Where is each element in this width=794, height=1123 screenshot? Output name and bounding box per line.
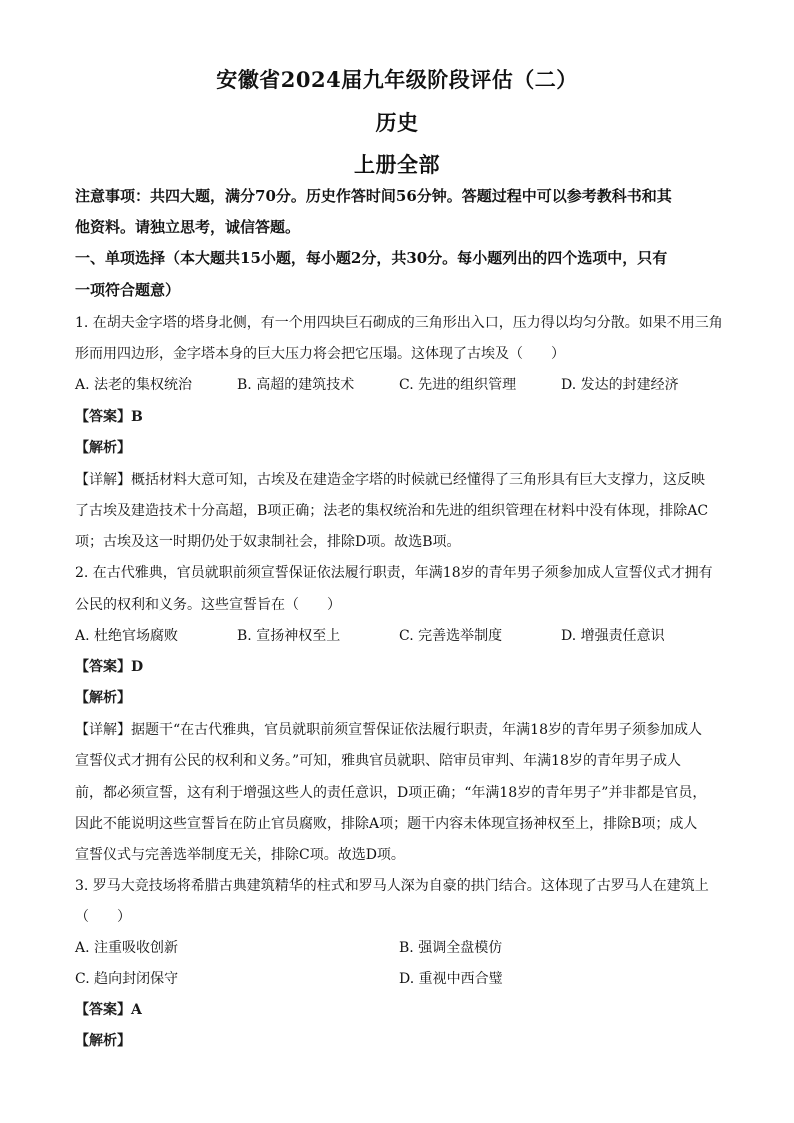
q1-detail-line-2: 了古埃及建造技术十分高超，B项正确；法老的集权统治和先进的组织管理在材料中没有体现，排除AC (75, 503, 709, 519)
q2-option-b: B. 宣扬神权至上 (237, 628, 341, 644)
q3-option-d: D. 重视中西合璧 (399, 971, 503, 987)
q2-detail-line-4: 因此不能说明这些宣誓旨在防止官员腐败，排除A项；题干内容未体现宣扬神权至上，排除B项；成人 (75, 816, 698, 832)
q2-stem-line-2: 公民的权利和义务。这些宣誓旨在（ ） (75, 597, 341, 613)
q1-analysis-label: 【解析】 (75, 440, 131, 456)
q3-stem-line-2: （ ） (75, 909, 131, 925)
q1-detail-line-1: 【详解】概括材料大意可知，古埃及在建造金字塔的时候就已经懂得了三角形具有巨大支撑力，这反映 (75, 472, 705, 488)
section-heading-line-2: 一项符合题意） (75, 281, 181, 299)
q3-answer: 【答案】A (75, 1002, 142, 1018)
q3-stem-line-1: 3. 罗马大竞技场将希腊古典建筑精华的柱式和罗马人深为自豪的拱门结合。这体现了古罗马人在建筑上 (75, 878, 709, 894)
q2-analysis-label: 【解析】 (75, 690, 131, 706)
notice-line-1: 注意事项：共四大题，满分70分。历史作答时间56分钟。答题过程中可以参考教科书和其 (75, 187, 672, 205)
q3-option-b: B. 强调全盘模仿 (399, 940, 503, 956)
q1-stem-line-1: 1. 在胡夫金字塔的塔身北侧，有一个用四块巨石砌成的三角形出入口，压力得以均匀分散。如果不用三角 (75, 315, 723, 331)
scope-title: 上册全部 (354, 152, 440, 177)
q1-option-b: B. 高超的建筑技术 (237, 377, 355, 393)
q1-detail-line-3: 项；古埃及这一时期仍处于奴隶制社会，排除D项。故选B项。 (75, 534, 461, 550)
q3-option-a: A. 注重吸收创新 (75, 940, 179, 956)
q1-option-d: D. 发达的封建经济 (561, 377, 679, 393)
q1-option-c: C. 先进的组织管理 (399, 377, 517, 393)
q3-option-c: C. 趋向封闭保守 (75, 971, 179, 987)
q2-detail-line-2: 宣誓仪式才拥有公民的权利和义务。”可知，雅典官员就职、陪审员审判、年满18岁的青年男子成人 (75, 753, 681, 769)
section-heading-line-1: 一、单项选择（本大题共15小题，每小题2分，共30分。每小题列出的四个选项中，只有 (75, 249, 668, 267)
subject-title: 历史 (375, 110, 419, 135)
q2-detail-line-5: 宣誓仪式与完善选举制度无关，排除C项。故选D项。 (75, 847, 405, 863)
q2-answer: 【答案】D (75, 659, 144, 675)
q2-stem-line-1: 2. 在古代雅典，官员就职前须宣誓保证依法履行职责，年满18岁的青年男子须参加成人宣誓仪式才拥有 (75, 565, 713, 581)
q1-option-a: A. 法老的集权统治 (75, 377, 193, 393)
q3-analysis-label: 【解析】 (75, 1033, 131, 1049)
q1-answer: 【答案】B (75, 409, 143, 425)
q2-detail-line-1: 【详解】据题干“在古代雅典，官员就职前须宣誓保证依法履行职责，年满18岁的青年男子须参加成人 (75, 722, 702, 738)
q2-detail-line-3: 前，都必须宣誓，这有利于增强这些人的责任意识，D项正确；“年满18岁的青年男子”并非都是官员， (75, 785, 707, 801)
notice-line-2: 他资料。请独立思考，诚信答题。 (75, 218, 301, 236)
q2-option-c: C. 完善选举制度 (399, 628, 503, 644)
q1-stem-line-2: 形而用四边形，金字塔本身的巨大压力将会把它压塌。这体现了古埃及（ ） (75, 346, 565, 362)
exam-title: 安徽省2024届九年级阶段评估（二） (216, 67, 578, 92)
q2-option-a: A. 杜绝官场腐败 (75, 628, 179, 644)
q2-option-d: D. 增强责任意识 (561, 628, 665, 644)
